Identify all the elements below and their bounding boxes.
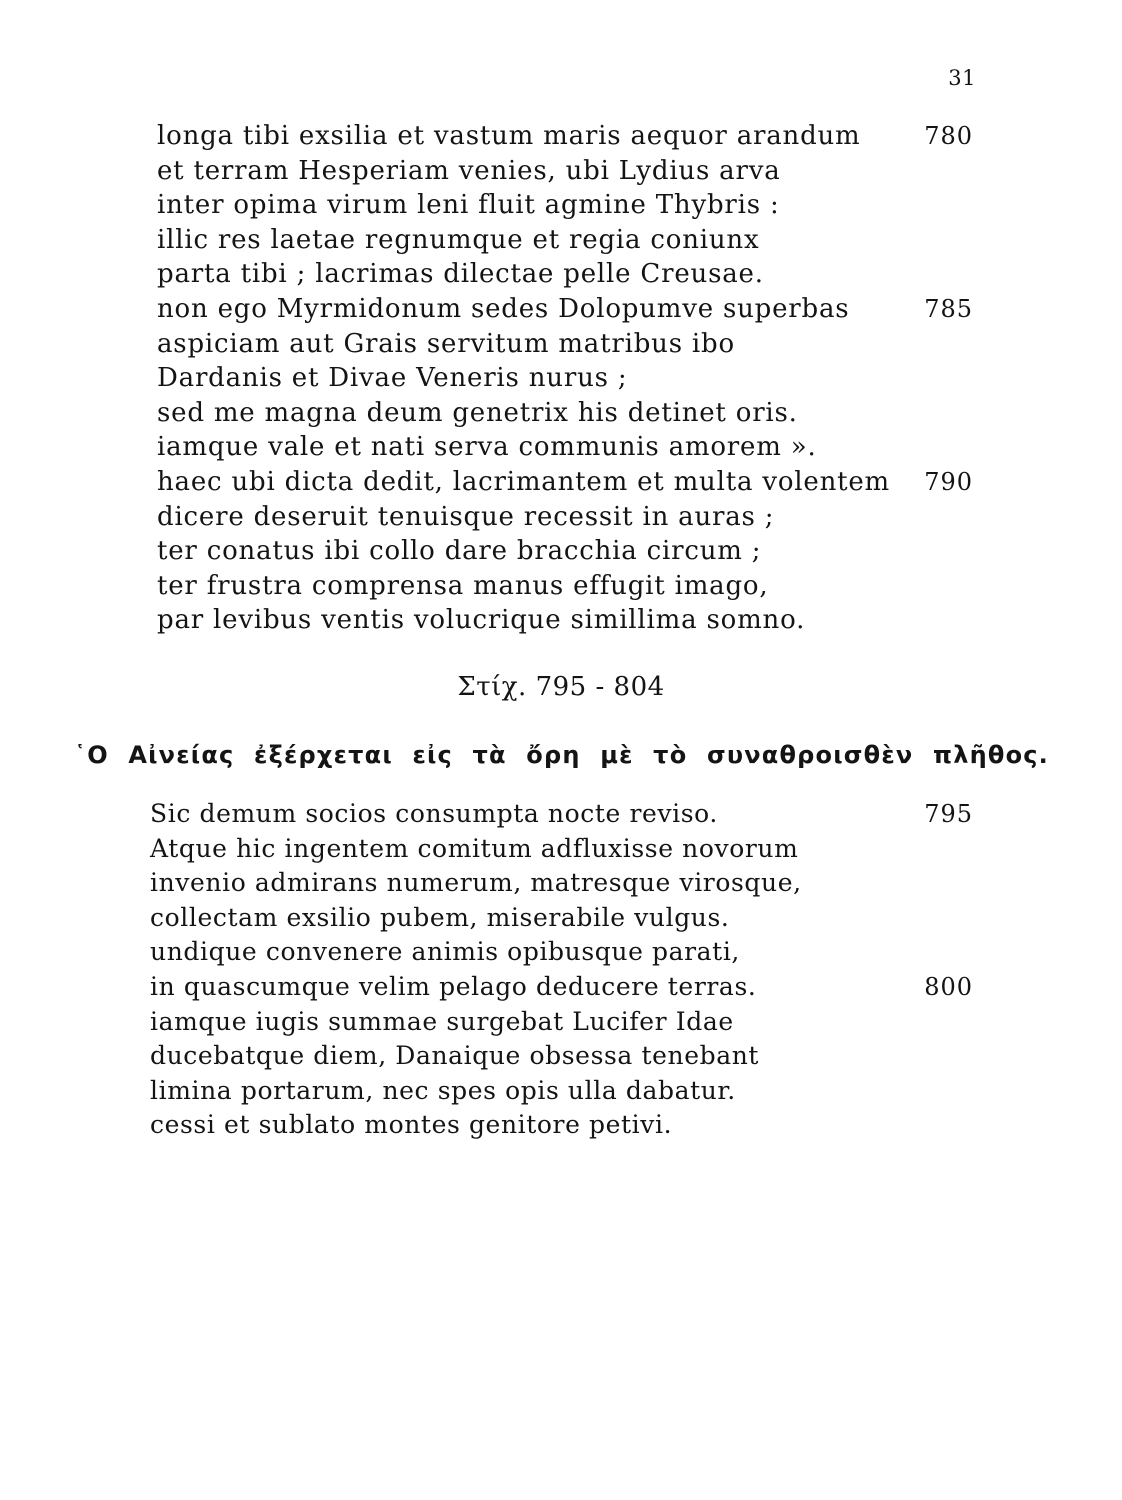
- verse-number: 795: [924, 800, 973, 828]
- verse-number: 790: [924, 467, 973, 496]
- verse-line: [0, 1108, 1122, 1143]
- verse-text: inter opima virum leni fluit agmine Thybris :: [157, 190, 780, 221]
- verse-text: Dardanis et Divae Veneris nurus ;: [157, 363, 628, 394]
- verse-line: [0, 797, 1122, 832]
- verse-block-795-804: [0, 797, 1122, 1143]
- verse-text: longa tibi exsilia et vastum maris aequor arandum: [157, 121, 861, 151]
- verse-line: [0, 154, 1122, 189]
- verse-text: et terram Hesperiam venies, ubi Lydius arva: [157, 155, 781, 186]
- section-heading: ῾Ο Αἰνείας ἐξέρχεται εἰς τὰ ὄρη μὲ τὸ συναθροισθὲν πλῆθος.: [74, 741, 1050, 769]
- verse-line: [0, 832, 1122, 867]
- verse-text: Sic demum socios consumpta nocte reviso.: [150, 799, 718, 828]
- verse-text: in quascumque velim pelago deducere terras.: [150, 971, 757, 1001]
- verse-text: parta tibi ; lacrimas dilectae pelle Creusae.: [157, 259, 764, 290]
- verse-line: [0, 1039, 1122, 1074]
- verse-line: [0, 188, 1122, 223]
- verse-text: limina portarum, nec spes opis ulla dabatur.: [150, 1075, 736, 1105]
- verse-line: [0, 1074, 1122, 1109]
- verse-text: cessi et sublato montes genitore petivi.: [150, 1110, 673, 1140]
- verse-line: [0, 1005, 1122, 1040]
- verse-line: [0, 970, 1122, 1005]
- verse-line: [0, 534, 1122, 569]
- verse-text: invenio admirans numerum, matresque virosque,: [150, 868, 802, 898]
- verse-line: [0, 935, 1122, 970]
- verse-block-780-794: [0, 119, 1122, 638]
- verse-line: [0, 866, 1122, 901]
- verse-text: Atque hic ingentem comitum adfluxisse novorum: [150, 833, 799, 863]
- verse-line: [0, 327, 1122, 362]
- verse-line: [0, 603, 1122, 638]
- verse-number: 780: [924, 122, 973, 150]
- verse-line: [0, 361, 1122, 396]
- verse-text: undique convenere animis opibusque parati,: [150, 937, 740, 967]
- verse-text: ter conatus ibi collo dare bracchia circum ;: [157, 536, 762, 567]
- verse-text: ter frustra comprensa manus effugit imago,: [157, 570, 769, 601]
- verse-line: [0, 465, 1122, 500]
- verse-text: non ego Myrmidonum sedes Dolopumve superbas: [157, 293, 850, 324]
- verse-line: [0, 500, 1122, 535]
- verse-text: illic res laetae regnumque et regia coniunx: [157, 224, 760, 255]
- page-number: 31: [948, 66, 976, 90]
- verse-text: haec ubi dicta dedit, lacrimantem et multa volentem: [157, 466, 891, 497]
- verse-line: [0, 119, 1122, 154]
- verse-text: sed me magna deum genetrix his detinet oris.: [157, 397, 798, 428]
- verse-line: [0, 396, 1122, 431]
- verse-line: [0, 901, 1122, 936]
- section-verse-reference: Στίχ. 795 - 804: [457, 672, 665, 702]
- verse-text: dicere deseruit tenuisque recessit in auras ;: [157, 501, 775, 532]
- verse-line: [0, 569, 1122, 604]
- verse-line: [0, 292, 1122, 327]
- verse-number: 785: [924, 294, 973, 323]
- verse-text: par levibus ventis volucrique simillima somno.: [157, 605, 806, 636]
- verse-text: collectam exsilio pubem, miserabile vulgus.: [150, 902, 730, 932]
- verse-line: [0, 223, 1122, 258]
- verse-number: 800: [924, 972, 973, 1001]
- verse-text: iamque iugis summae surgebat Lucifer Idae: [150, 1006, 734, 1036]
- verse-line: [0, 257, 1122, 292]
- verse-line: [0, 430, 1122, 465]
- verse-text: ducebatque diem, Danaique obsessa tenebant: [150, 1041, 760, 1071]
- verse-text: aspiciam aut Grais servitum matribus ibo: [157, 328, 735, 359]
- verse-text: iamque vale et nati serva communis amorem ».: [157, 432, 817, 463]
